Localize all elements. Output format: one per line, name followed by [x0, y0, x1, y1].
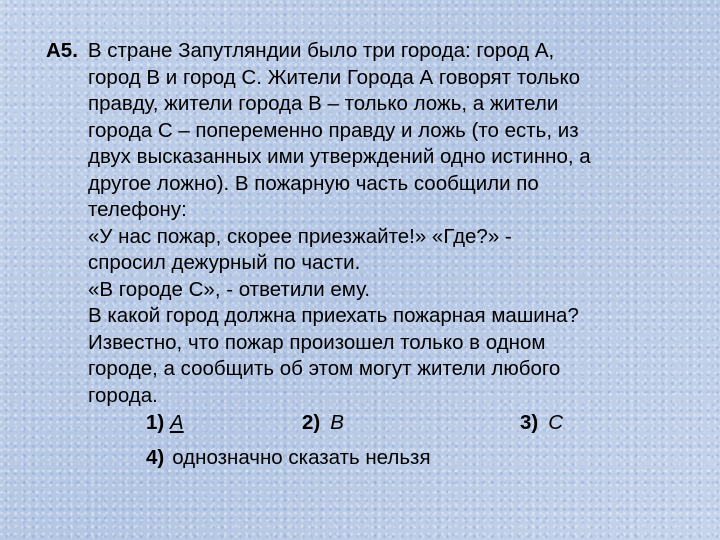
task-body [46, 65, 686, 481]
answer-option-3 [520, 410, 563, 437]
task-line: телефону: [88, 198, 187, 221]
answer-row [146, 445, 686, 480]
answer-option-2 [302, 410, 344, 437]
answer-number: 4) [146, 446, 165, 469]
task-first-line-text: В стране Запутляндии было три города: город А, [87, 39, 555, 62]
answer-option-4 [146, 445, 431, 472]
task-line: правду, жители города В – только ложь, а жители [88, 92, 559, 115]
task-line: другое ложно). В пожарную часть сообщили по [88, 171, 539, 195]
answer-options [88, 410, 686, 480]
answer-option-1 [146, 410, 212, 437]
task-line: спросил дежурный по части. [88, 251, 361, 274]
task-line: В какой город должна приехать пожарная машина? [88, 304, 579, 327]
answer-number: 1) [146, 411, 165, 434]
task-block [46, 38, 686, 480]
task-line: «У нас пожар, скорее приезжайте!» «Где?» - [88, 224, 512, 248]
task-line: Известно, что пожар произошел только в одном [88, 330, 546, 354]
task-line: «В городе С», - ответили ему. [88, 277, 371, 301]
answer-number: 3) [520, 411, 539, 434]
task-line: город В и город С. Жители Города А говорят только [88, 65, 581, 89]
task-first-line [46, 38, 686, 65]
answer-number: 2) [302, 411, 321, 434]
answer-text: однозначно сказать нельзя [172, 446, 431, 469]
task-line: городе, а сообщить об этом могут жители любого [88, 357, 561, 380]
task-line: города С – попеременно правду и ложь (то есть, из [88, 118, 579, 142]
answer-text: С [548, 411, 564, 434]
answer-text: А [169, 411, 184, 434]
answer-text: В [330, 411, 344, 434]
answer-row [146, 410, 686, 445]
task-line: двух высказанных ими утверждений одно истинно, а [88, 145, 591, 168]
task-line: города. [88, 383, 158, 407]
task-number: А5. [46, 39, 78, 62]
